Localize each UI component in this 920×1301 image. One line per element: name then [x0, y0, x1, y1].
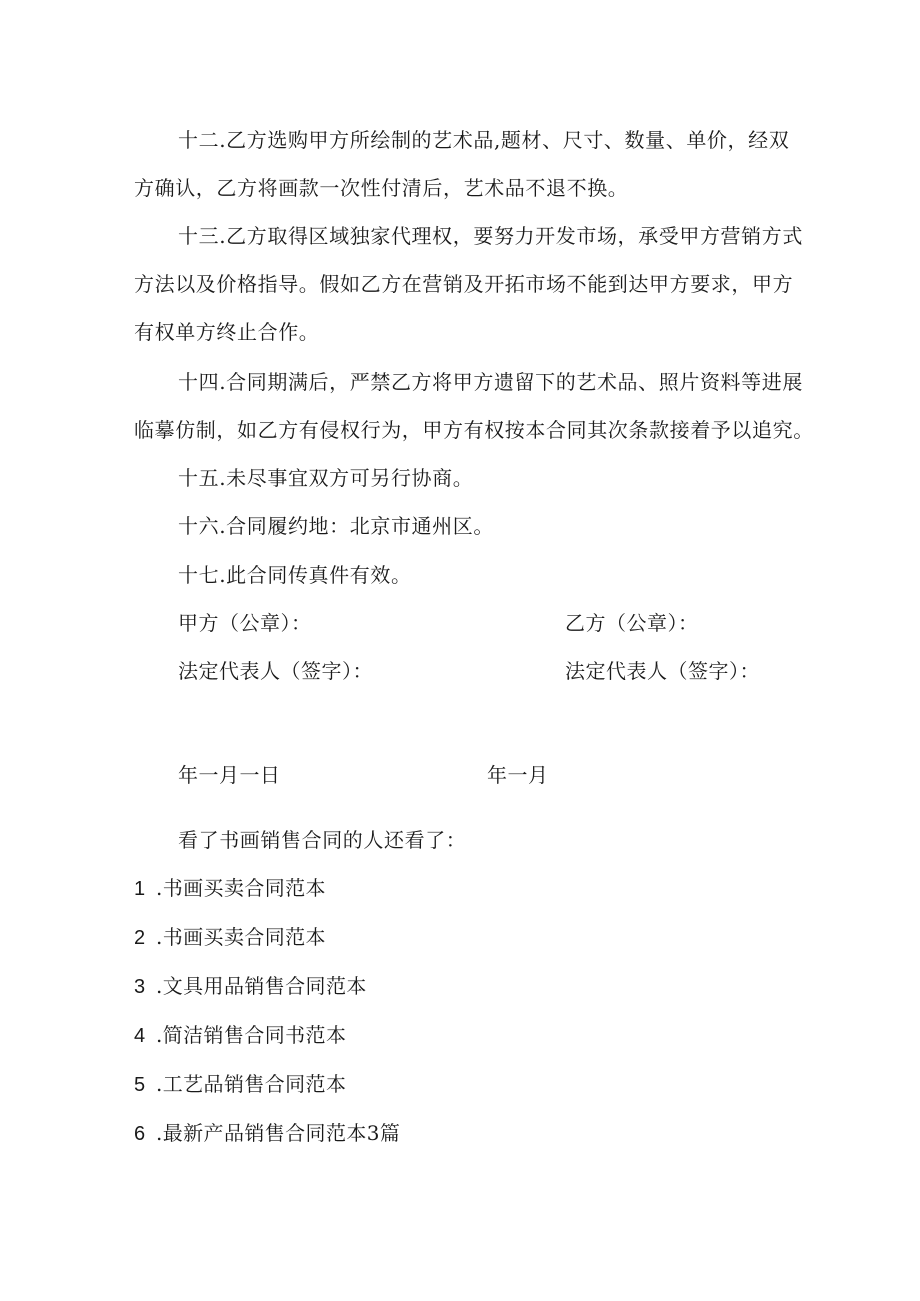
clause-12-line-1: 十二.乙方选购甲方所绘制的艺术品,题材、尺寸、数量、单价，经双 [178, 128, 790, 152]
party-b-date: 年一月 [487, 763, 549, 787]
party-a-date: 年一月一日 [178, 763, 281, 787]
related-item-link[interactable]: .简洁销售合同书范本 [156, 1023, 347, 1047]
clause-14-line-1: 十四.合同期满后，严禁乙方将甲方遗留下的艺术品、照片资料等进展 [178, 370, 803, 394]
related-item-number: 3 [134, 976, 146, 998]
clause-16: 十六.合同履约地：北京市通州区。 [178, 514, 494, 538]
related-item-link[interactable]: .工艺品销售合同范本 [156, 1072, 347, 1096]
related-item-6[interactable] [134, 1121, 400, 1146]
related-item-2[interactable] [134, 925, 326, 950]
clause-14-line-2: 临摹仿制，如乙方有侵权行为，甲方有权按本合同其次条款接着予以追究。 [134, 418, 814, 442]
clause-13-line-1: 十三.乙方取得区域独家代理权，要努力开发市场，承受甲方营销方式 [178, 224, 803, 248]
related-item-link[interactable]: .文具用品销售合同范本 [156, 974, 367, 998]
related-item-number: 6 [134, 1123, 146, 1145]
related-item-1[interactable] [134, 876, 326, 901]
related-item-number: 5 [134, 1074, 146, 1096]
related-item-5[interactable] [134, 1072, 346, 1097]
party-b-seal-label: 乙方（公章）： [565, 611, 699, 635]
related-item-link[interactable]: .书画买卖合同范本 [156, 876, 326, 900]
related-item-link[interactable]: .书画买卖合同范本 [156, 925, 326, 949]
related-item-number: 4 [134, 1025, 146, 1047]
party-b-representative-label: 法定代表人（签字）： [565, 659, 760, 683]
related-item-4[interactable] [134, 1023, 346, 1048]
clause-13-line-2: 方法以及价格指导。假如乙方在营销及开拓市场不能到达甲方要求，甲方 [134, 272, 794, 296]
related-heading: 看了书画销售合同的人还看了： [178, 828, 467, 852]
related-item-link[interactable]: .最新产品销售合同范本3篇 [156, 1121, 401, 1145]
clause-15: 十五.未尽事宜双方可另行协商。 [178, 466, 474, 490]
clause-12-line-2: 方确认，乙方将画款一次性付清后，艺术品不退不换。 [134, 176, 629, 200]
party-a-representative-label: 法定代表人（签字）： [178, 659, 373, 683]
related-item-number: 1 [134, 878, 146, 900]
related-item-3[interactable] [134, 974, 367, 999]
party-a-seal-label: 甲方（公章）： [178, 611, 312, 635]
clause-17: 十七.此合同传真件有效。 [178, 563, 412, 587]
clause-13-line-3: 有权单方终止合作。 [134, 320, 320, 344]
related-item-number: 2 [134, 927, 146, 949]
